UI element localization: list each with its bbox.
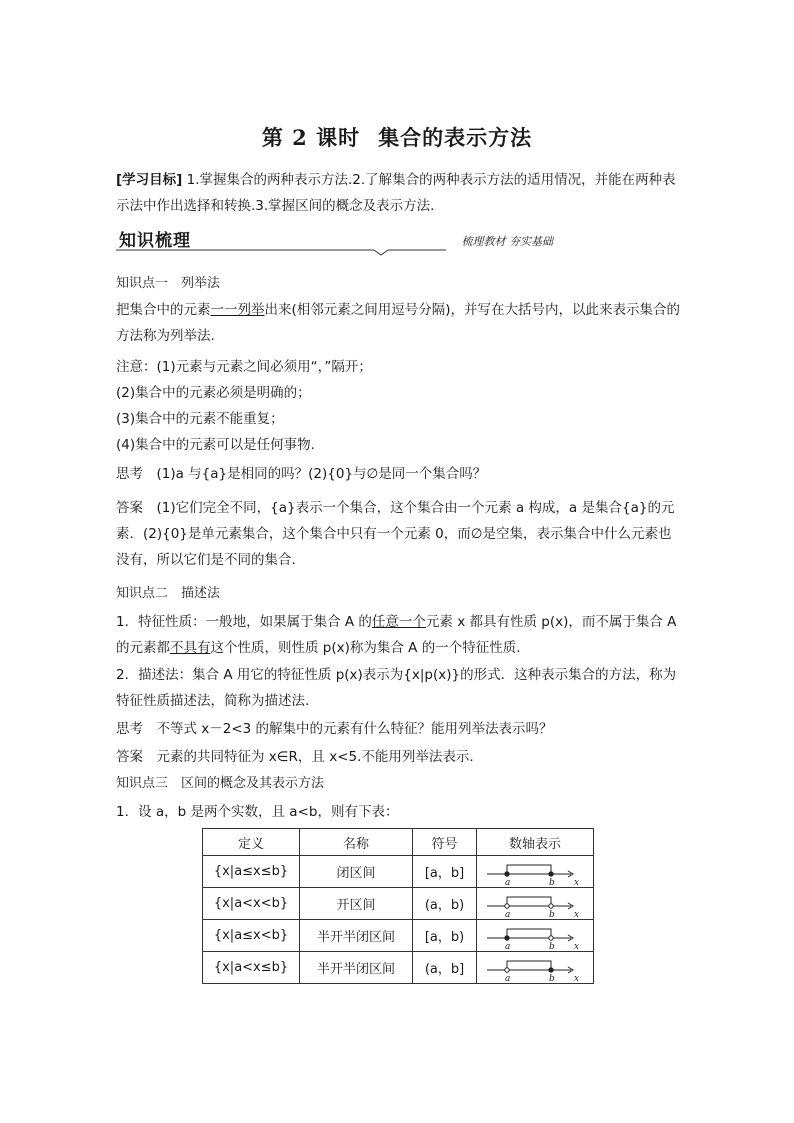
think-label: 思考 [116,466,143,482]
goals-text: 1.掌握集合的两种表示方法.2.了解集合的两种表示方法的适用情况，并能在两种表示法中作出选择和转换.3.掌握区间的概念及表示方法. [116,172,676,214]
answer-text: 元素的共同特征为 x∈R，且 x<5.不能用列举法表示. [143,749,474,765]
kp2-think [116,716,681,742]
kp3-intro: 1．设 a，b 是两个实数，且 a<b，则有下表： [116,804,399,820]
table-header-row [203,829,594,856]
header-number-line: 数轴表示 [477,829,594,856]
think-label: 思考 [116,721,143,737]
number-line-icon [485,922,585,950]
kp1-note3: (3)集合中的元素不能重复； [116,411,284,427]
interval-definition: {x|a≤x<b} [203,920,300,952]
answer-text: (1)它们完全不同，{a}表示一个集合，这个集合由一个元素 a 构成，a 是集合{a}的元素．(2){0}是单元素集合，这个集合中只有一个元素 0，而∅是空集，表示集合中什么元素也没有，所以它们是不同的集合. [116,500,675,568]
interval-definition: {x|a<x≤b} [203,952,300,984]
kp2-heading: 知识点二 描述法 [116,586,221,601]
table-row [203,920,594,952]
interval-table [202,828,594,984]
closed-endpoint [505,935,509,939]
interval-symbol: [a，b) [413,920,477,952]
kp1-def-underlined: 一一列举 [210,302,265,318]
title-topic: 集合的表示方法 [378,125,533,150]
number-line-cell [477,856,594,888]
banner-title: 知识梳理 [119,231,191,251]
kp1-definition [116,297,681,349]
kp2-p1-underlined-2: 不具有 [170,640,211,656]
number-line-cell [477,920,594,952]
banner-subtitle: 梳理教材 夯实基础 [461,235,553,248]
header-definition: 定义 [203,829,300,856]
number-line-icon [485,890,585,918]
endpoint-label-b: b [549,973,555,982]
interval-bracket [507,865,551,874]
interval-name: 闭区间 [300,856,413,888]
section-banner [116,226,681,258]
endpoint-label-a: a [505,909,511,918]
endpoint-label-b: b [549,909,555,918]
kp2-paragraph1 [116,609,681,661]
number-line-icon [485,858,585,886]
table-row [203,856,594,888]
endpoint-label-a: a [505,941,511,950]
interval-name: 半开半闭区间 [300,952,413,984]
table-row [203,952,594,984]
endpoint-label-b: b [549,941,555,950]
answer-label: 答案 [116,749,143,765]
interval-name: 半开半闭区间 [300,920,413,952]
endpoint-label-a: a [505,877,511,886]
kp2-answer [116,744,681,770]
axis-label-x: x [574,877,580,886]
kp1-note2: (2)集合中的元素必须是明确的； [116,385,311,401]
open-endpoint [549,903,553,907]
think-text: 不等式 x－2<3 的解集中的元素有什么特征？能用列举法表示吗？ [143,721,553,737]
endpoint-label-b: b [549,877,555,886]
interval-name: 开区间 [300,888,413,920]
kp2-p1-text-c: 这个性质，则性质 p(x)称为集合 A 的一个特征性质. [210,640,521,656]
kp1-def-text-b: 出来(相邻元素之间用逗号分隔)，并写在大括号内，以此来表示集合的方法称为列举法. [116,302,681,344]
goals-tag: [学习目标] [116,172,183,188]
interval-symbol: (a，b] [413,952,477,984]
think-text: (1)a 与{a}是相同的吗？(2){0}与∅是同一个集合吗？ [143,466,487,482]
interval-bracket [507,897,551,906]
kp2-paragraph2: 2．描述法：集合 A 用它的特征性质 p(x)表示为{x|p(x)}的形式．这种表示集合的方法，称为特征性质描述法，简称为描述法. [116,667,677,709]
closed-endpoint [549,967,553,971]
interval-symbol: (a，b) [413,888,477,920]
number-line-cell [477,888,594,920]
kp1-note1: 注意：(1)元素与元素之间必须用“，”隔开； [116,359,372,375]
kp1-def-text-a: 把集合中的元素 [116,302,211,318]
number-line-cell [477,952,594,984]
table-row [203,888,594,920]
number-line-icon [485,954,585,982]
interval-bracket [507,961,551,970]
open-endpoint [505,967,509,971]
axis-label-x: x [574,973,580,982]
header-name: 名称 [300,829,413,856]
interval-definition: {x|a<x<b} [203,888,300,920]
closed-endpoint [549,871,553,875]
kp1-answer [116,495,681,573]
axis-label-x: x [574,909,580,918]
kp2-p1-text-b: 元素 x 都具有性质 p(x)，而不属于集合 A 的元素都 [116,614,677,656]
kp2-p1-text-a: 1．特征性质：一般地，如果属于集合 A 的 [116,614,372,630]
kp1-heading: 知识点一 列举法 [116,276,221,291]
open-endpoint [549,935,553,939]
kp1-note4: (4)集合中的元素可以是任何事物. [116,437,315,453]
open-endpoint [505,903,509,907]
banner-underline-icon [116,226,681,258]
interval-symbol: [a，b] [413,856,477,888]
kp3-heading: 知识点三 区间的概念及其表示方法 [116,776,325,791]
closed-endpoint [505,871,509,875]
title-lesson: 第 2 课时 [261,125,361,150]
answer-label: 答案 [116,500,143,516]
endpoint-label-a: a [505,973,511,982]
interval-definition: {x|a≤x≤b} [203,856,300,888]
kp2-p1-underlined-1: 任意一个 [371,614,426,630]
learning-goals [116,167,681,219]
kp1-think [116,461,681,487]
axis-label-x: x [574,941,580,950]
interval-bracket [507,929,551,938]
header-symbol: 符号 [413,829,477,856]
page-title [0,122,794,152]
